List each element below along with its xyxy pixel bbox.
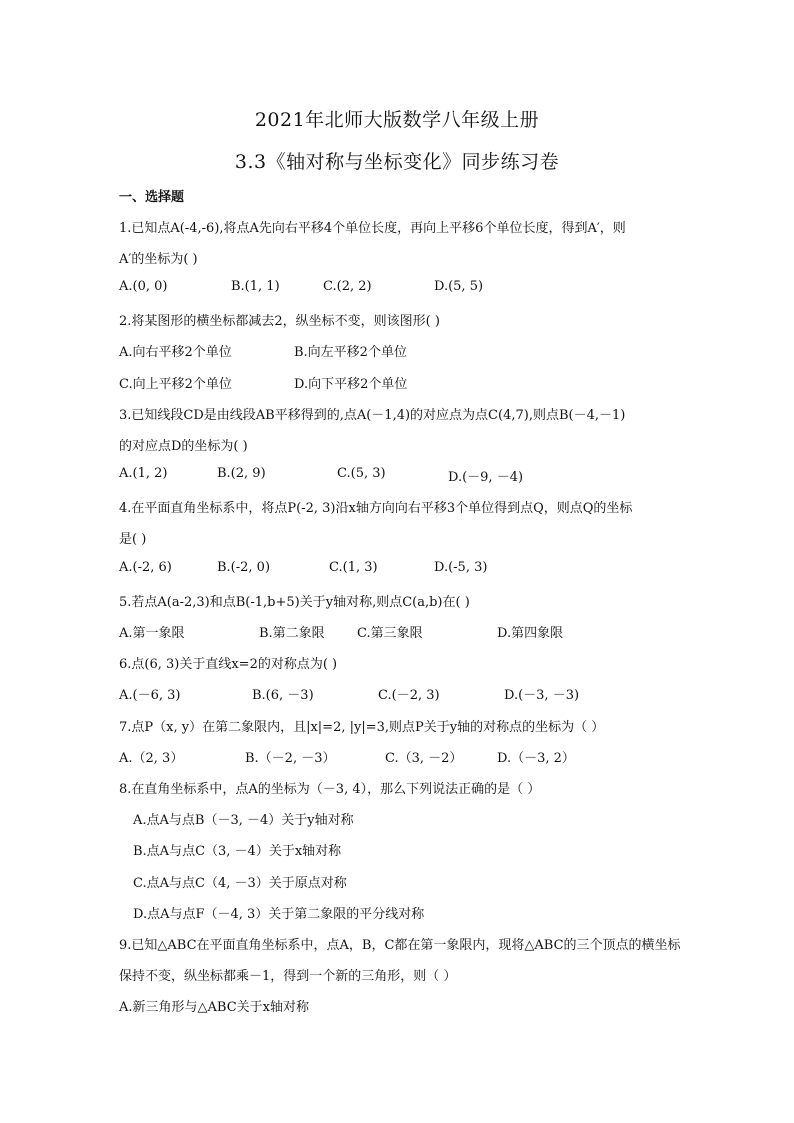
question-5-option-b: B.第二象限 [259,626,325,641]
question-3-stem: 3.已知线段CD是由线段AB平移得到的,点A(－1,4)的对应点为点C(4,7),则点B(－4,－1) [119,408,626,423]
question-4-stem-cont: 是( ) [119,532,147,547]
question-8-option-d: D.点A与点F（－4, 3）关于第二象限的平分线对称 [133,907,425,922]
question-7-option-d: D.（－3, 2） [497,751,575,766]
document-subtitle: 3.3《轴对称与坐标变化》同步练习卷 [234,151,560,173]
question-6-stem: 6.点(6, 3)关于直线x=2的对称点为( ) [119,657,338,672]
question-3-option-c: C.(5, 3) [337,466,386,481]
question-2-option-b: B.向左平移2个单位 [294,345,407,360]
question-5-option-a: A.第一象限 [119,626,185,641]
question-2-option-c: C.向上平移2个单位 [119,377,232,392]
document-title: 2021年北师大版数学八年级上册 [254,109,540,131]
question-4-option-a: A.(-2, 6) [119,560,172,575]
question-2-option-d: D.向下平移2个单位 [294,377,408,392]
question-7-option-b: B.（－2, －3） [245,751,336,766]
question-7-option-c: C.（3, －2） [385,751,463,766]
question-4-option-d: D.(-5, 3) [434,560,488,575]
question-8-option-c: C.点A与点C（4, －3）关于原点对称 [133,876,347,891]
question-1-stem: 1.已知点A(-4,-6),将点A先向右平移4个单位长度，再向上平移6个单位长度，得到A′，则 [119,221,626,236]
question-8-option-b: B.点A与点C（3, －4）关于x轴对称 [133,844,342,859]
question-8-stem: 8.在直角坐标系中，点A的坐标为（－3, 4），那么下列说法正确的是（ ） [119,782,541,797]
question-2-stem: 2.将某图形的横坐标都减去2，纵坐标不变，则该图形( ) [119,314,440,329]
question-1-option-c: C.(2, 2) [323,279,372,294]
section-heading: 一、选择题 [119,190,185,205]
question-4-stem: 4.在平面直角坐标系中，将点P(-2, 3)沿x轴方向向右平移3个单位得到点Q，则点Q的坐标 [119,501,633,516]
question-2-option-a: A.向右平移2个单位 [119,345,232,360]
question-6-option-b: B.(6, －3) [252,688,314,703]
question-6-option-a: A.(－6, 3) [119,688,181,703]
question-6-option-c: C.(－2, 3) [378,688,440,703]
question-3-stem-cont: 的对应点D的坐标为( ) [119,439,248,454]
question-3-option-d: D.(－9, －4) [448,470,524,485]
question-9-stem-cont: 保持不变，纵坐标都乘－1，得到一个新的三角形，则（ ） [119,969,457,984]
question-5-option-c: C.第三象限 [357,626,423,641]
question-1-option-a: A.(0, 0) [119,279,168,294]
question-9-option-a: A.新三角形与△ABC关于x轴对称 [119,1000,309,1015]
question-3-option-b: B.(2, 9) [217,466,266,481]
question-9-stem: 9.已知△ABC在平面直角坐标系中，点A，B，C都在第一象限内，现将△ABC的三个顶点的横坐标 [119,938,681,953]
question-5-option-d: D.第四象限 [497,626,564,641]
question-1-option-b: B.(1, 1) [231,279,280,294]
question-4-option-b: B.(-2, 0) [217,560,271,575]
question-3-option-a: A.(1, 2) [119,466,168,481]
question-7-stem: 7.点P（x, y）在第二象限内，且|x|=2, |y|=3,则点P关于y轴的对称点的坐标为（ ） [119,720,605,735]
question-7-option-a: A.（2, 3） [119,751,184,766]
question-1-stem-cont: A′的坐标为( ) [119,252,198,267]
question-6-option-d: D.(－3, －3) [504,688,580,703]
question-8-option-a: A.点A与点B（－3, －4）关于y轴对称 [133,813,354,828]
question-4-option-c: C.(1, 3) [329,560,378,575]
question-1-option-d: D.(5, 5) [434,279,484,294]
question-5-stem: 5.若点A(a-2,3)和点B(-1,b+5)关于y轴对称,则点C(a,b)在( ) [119,595,470,610]
